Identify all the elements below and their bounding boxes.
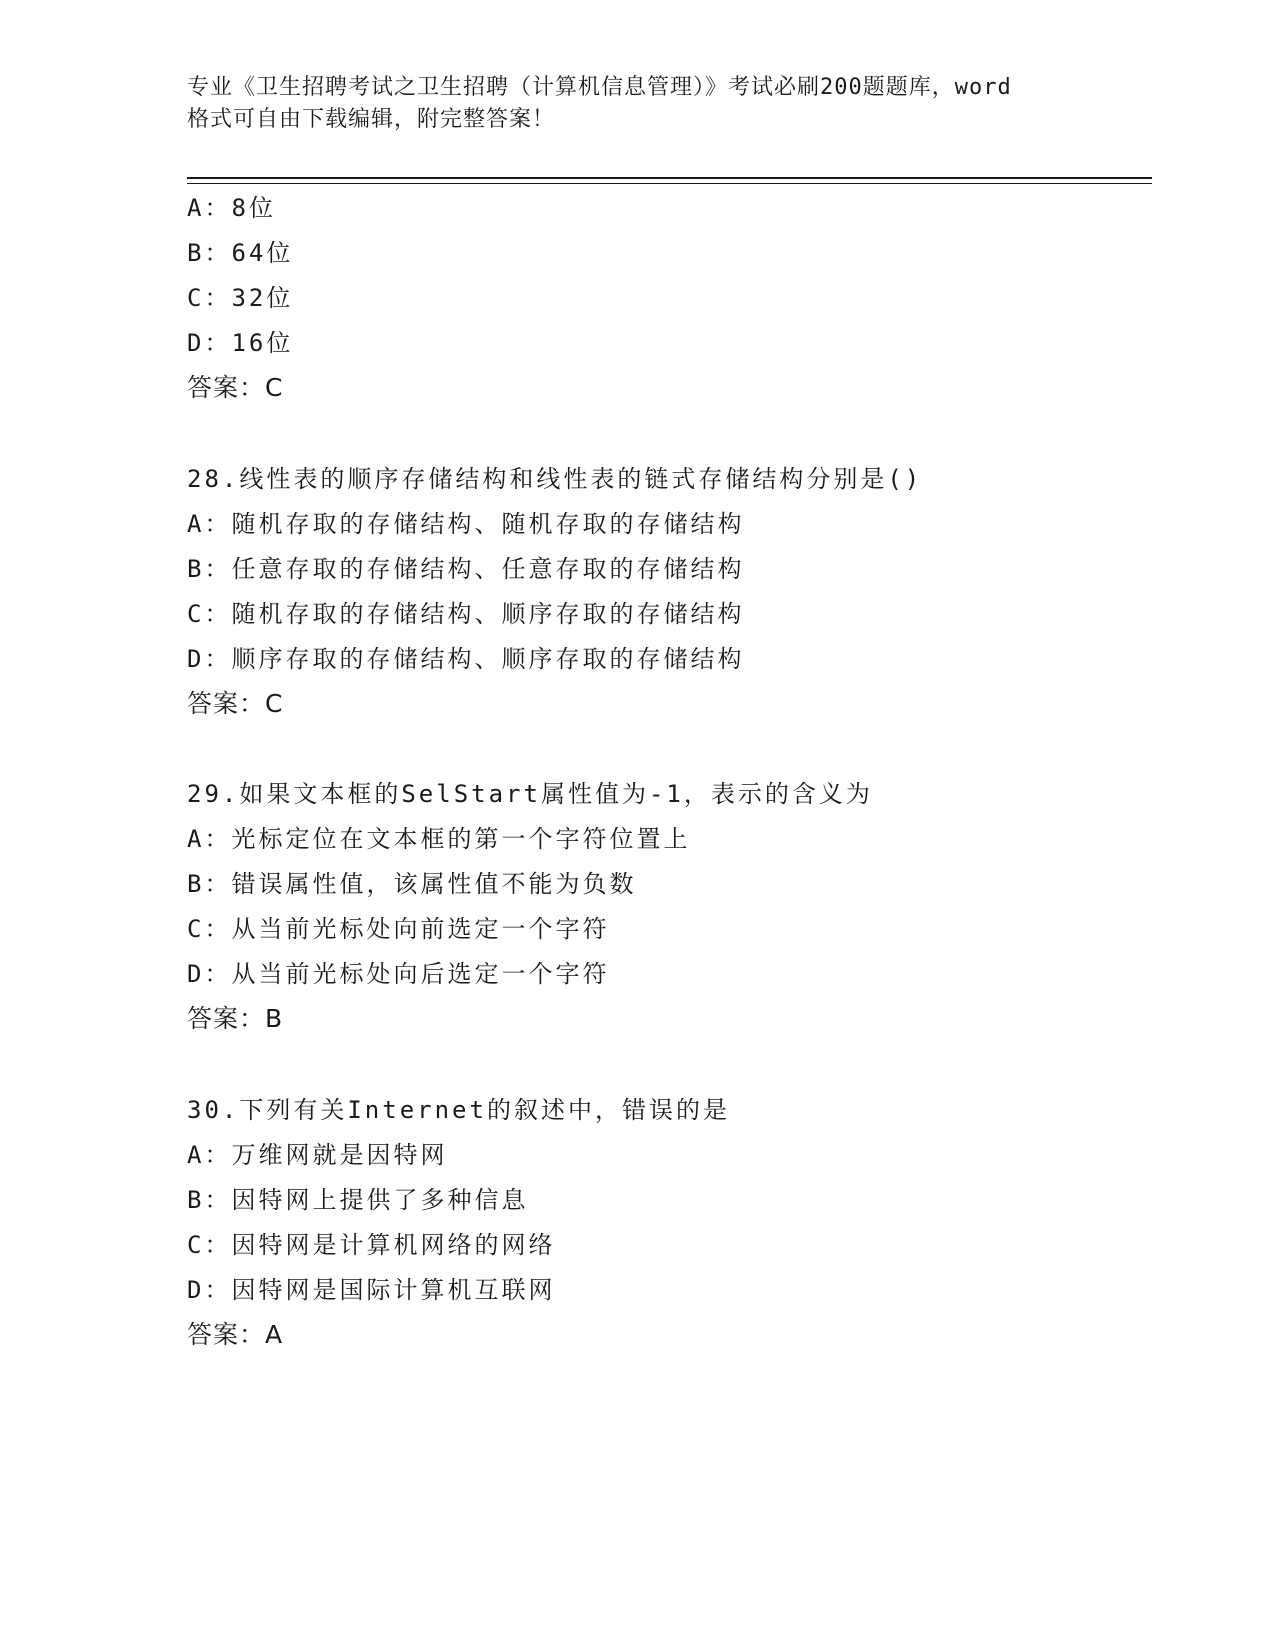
answer: 答案：A xyxy=(187,1320,284,1349)
option-d: D：从当前光标处向后选定一个字符 xyxy=(187,960,610,988)
document-title-line-2: 格式可自由下载编辑，附完整答案！ xyxy=(187,107,556,132)
option-b: B：因特网上提供了多种信息 xyxy=(187,1186,529,1214)
option-b: B：64位 xyxy=(187,239,294,267)
question-stem: 29.如果文本框的SelStart属性值为-1，表示的含义为 xyxy=(187,780,873,808)
option-c: C：因特网是计算机网络的网络 xyxy=(187,1231,556,1259)
option-c: C：从当前光标处向前选定一个字符 xyxy=(187,915,610,943)
option-c: C：32位 xyxy=(187,284,294,312)
document-title-line-1: 专业《卫生招聘考试之卫生招聘（计算机信息管理）》考试必刷200题题库，word xyxy=(187,75,1012,100)
option-a: A：8位 xyxy=(187,194,276,222)
option-c: C：随机存取的存储结构、顺序存取的存储结构 xyxy=(187,600,745,628)
option-a: A：光标定位在文本框的第一个字符位置上 xyxy=(187,825,691,853)
answer: 答案：C xyxy=(187,373,284,402)
option-b: B：错误属性值，该属性值不能为负数 xyxy=(187,870,637,898)
option-d: D：因特网是国际计算机互联网 xyxy=(187,1276,556,1304)
option-d: D：16位 xyxy=(187,329,294,357)
option-a: A：随机存取的存储结构、随机存取的存储结构 xyxy=(187,510,745,538)
header-divider-thin xyxy=(187,183,1152,184)
question-stem: 28.线性表的顺序存储结构和线性表的链式存储结构分别是() xyxy=(187,465,923,493)
option-b: B：任意存取的存储结构、任意存取的存储结构 xyxy=(187,555,745,583)
header-divider-thick xyxy=(187,177,1152,179)
option-d: D：顺序存取的存储结构、顺序存取的存储结构 xyxy=(187,645,745,673)
option-a: A：万维网就是因特网 xyxy=(187,1141,448,1169)
answer: 答案：B xyxy=(187,1004,284,1033)
answer: 答案：C xyxy=(187,689,284,718)
question-stem: 30.下列有关Internet的叙述中，错误的是 xyxy=(187,1096,730,1124)
